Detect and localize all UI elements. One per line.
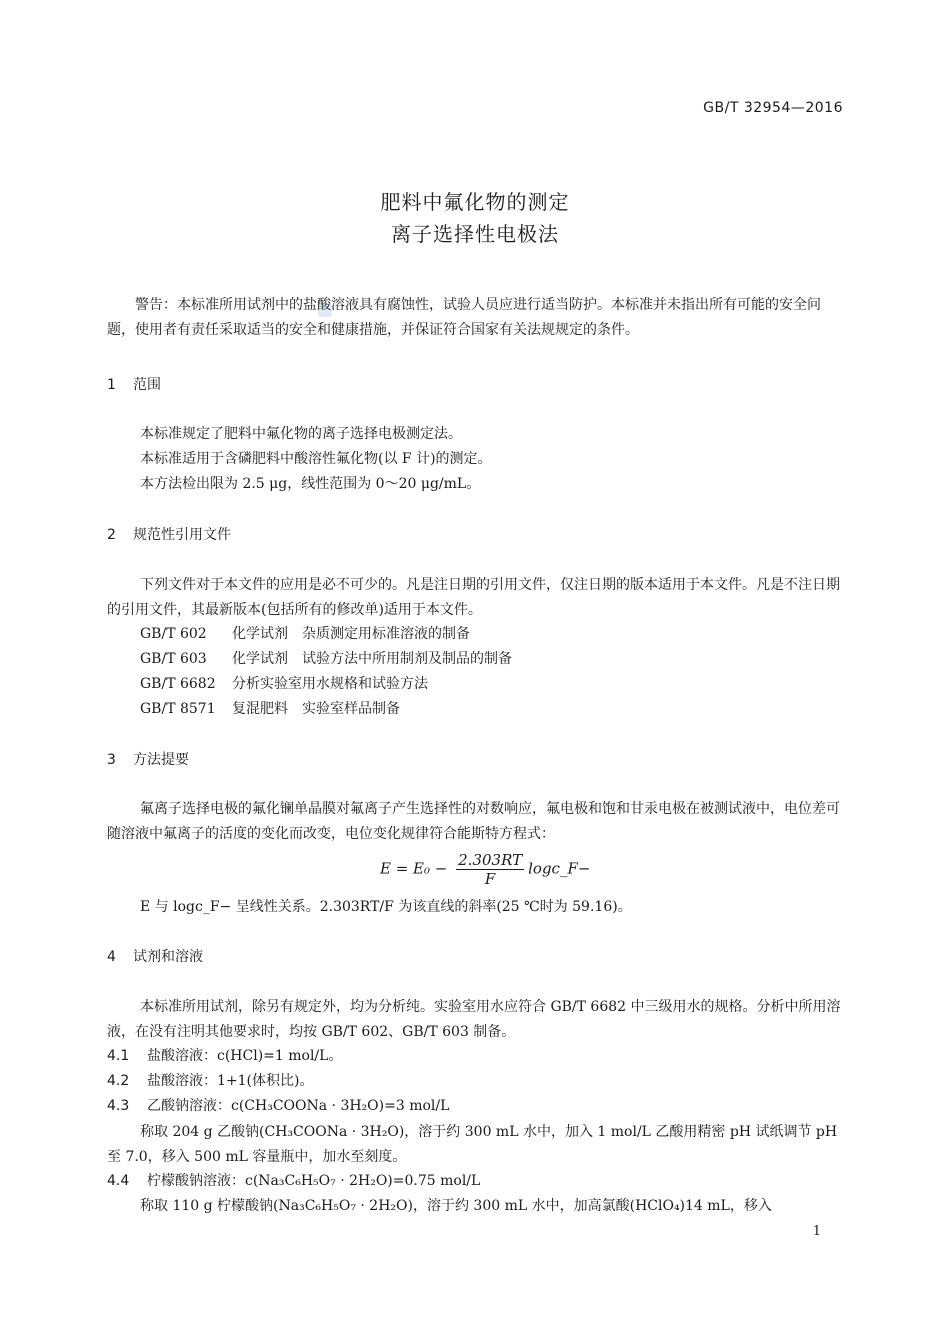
formula-log-term: logc_F−: [528, 859, 591, 878]
section-1-heading: [107, 374, 161, 394]
item-text: 盐酸溶液：1+1(体积比)。: [147, 1073, 314, 1089]
section-number: 3: [107, 752, 116, 768]
section-2-heading: [107, 524, 231, 544]
formula-lhs: E = E₀ −: [380, 859, 448, 878]
item-number: 4.2: [107, 1073, 130, 1089]
scope-paragraph-1: 本标准规定了肥料中氟化物的离子选择电极测定法。: [140, 426, 462, 442]
formula-denominator: F: [484, 870, 496, 888]
section-number: 1: [107, 377, 116, 393]
reference-code: GB/T 603: [140, 651, 207, 667]
reference-title: 分析实验室用水规格和试验方法: [232, 676, 428, 692]
reagent-item: [107, 1070, 313, 1090]
reference-title: 复混肥料 实验室样品制备: [232, 701, 400, 717]
section-number: 2: [107, 527, 116, 543]
formula-fraction: [456, 851, 524, 888]
section-number: 4: [107, 949, 116, 965]
item-number: 4.1: [107, 1048, 130, 1064]
method-paragraph: 氟离子选择电极的氟化镧单晶膜对氟离子产生选择性的对数响应，氟电极和饱和甘汞电极在被测试液中，电位差可随溶液中氟离子的活度的变化而改变，电位变化规律符合能斯特方程式：: [107, 801, 840, 842]
references-intro: 下列文件对于本文件的应用是必不可少的。凡是注日期的引用文件，仅注日期的版本适用于本文件。凡是不注日期的引用文件，其最新版本(包括所有的修改单)适用于本文件。: [107, 577, 840, 618]
reagent-4-3-prep: 称取 204 g 乙酸钠(CH₃COONa · 3H₂O)，溶于约 300 mL 水中，加入 1 mol/L 乙酸用精密 pH 试纸调节 pH 至 7.0，移入 500 mL 容量瓶中，加水至刻度。: [107, 1124, 838, 1165]
standard-code: GB/T 32954—2016: [703, 100, 843, 116]
reagents-intro: 本标准所用试剂，除另有规定外，均为分析纯。实验室用水应符合 GB/T 6682 中三级用水的规格。分析中所用溶液，在没有注明其他要求时，均按 GB/T 602、GB/T 603 制备。: [107, 999, 841, 1040]
nernst-equation: [380, 851, 590, 888]
reference-title: 化学试剂 试验方法中所用制剂及制品的制备: [232, 651, 512, 667]
reagent-item: [107, 1045, 342, 1065]
item-text: 盐酸溶液：c(HCl)=1 mol/L。: [147, 1048, 343, 1064]
reference-title: 化学试剂 杂质测定用标准溶液的制备: [232, 626, 470, 642]
warning-paragraph: 警告：本标准所用试剂中的盐酸溶液具有腐蚀性，试验人员应进行适当防护。本标准并未指出所有可能的安全问题，使用者有责任采取适当的安全和健康措施，并保证符合国家有关法规规定的条件。: [107, 297, 821, 338]
reference-code: GB/T 602: [140, 626, 207, 642]
section-title: 规范性引用文件: [133, 527, 231, 543]
section-title: 试剂和溶液: [133, 949, 203, 965]
section-title: 方法提要: [133, 752, 189, 768]
reference-code: GB/T 8571: [140, 701, 216, 717]
item-number: 4.4: [107, 1173, 130, 1189]
reference-item: [140, 673, 428, 693]
item-number: 4.3: [107, 1098, 130, 1114]
reference-item: [140, 698, 400, 718]
reagent-item: [107, 1170, 480, 1190]
section-4-heading: [107, 946, 203, 966]
reference-code: GB/T 6682: [140, 676, 216, 692]
method-relation: E 与 logc_F− 呈线性关系。2.303RT/F 为该直线的斜率(25 ℃时为 59.16)。: [140, 899, 632, 915]
item-text: 乙酸钠溶液：c(CH₃COONa · 3H₂O)=3 mol/L: [147, 1098, 450, 1114]
document-title-line2: 离子选择性电极法: [391, 222, 559, 246]
reference-item: [140, 648, 512, 668]
page-number: 1: [812, 1224, 821, 1239]
formula-numerator: 2.303RT: [458, 851, 523, 869]
document-title-line1: 肥料中氟化物的测定: [380, 190, 570, 214]
scope-paragraph-3: 本方法检出限为 2.5 μg，线性范围为 0～20 μg/mL。: [140, 476, 481, 492]
reagent-item: [107, 1095, 449, 1115]
item-text: 柠檬酸钠溶液：c(Na₃C₆H₅O₇ · 2H₂O)=0.75 mol/L: [147, 1173, 481, 1189]
reference-item: [140, 623, 470, 643]
scope-paragraph-2: 本标准适用于含磷肥料中酸溶性氟化物(以 F 计)的测定。: [140, 451, 492, 467]
reagent-4-4-prep: 称取 110 g 柠檬酸钠(Na₃C₆H₅O₇ · 2H₂O)，溶于约 300 mL 水中，加高氯酸(HClO₄)14 mL，移入: [140, 1198, 772, 1214]
section-3-heading: [107, 749, 189, 769]
section-title: 范围: [133, 377, 161, 393]
